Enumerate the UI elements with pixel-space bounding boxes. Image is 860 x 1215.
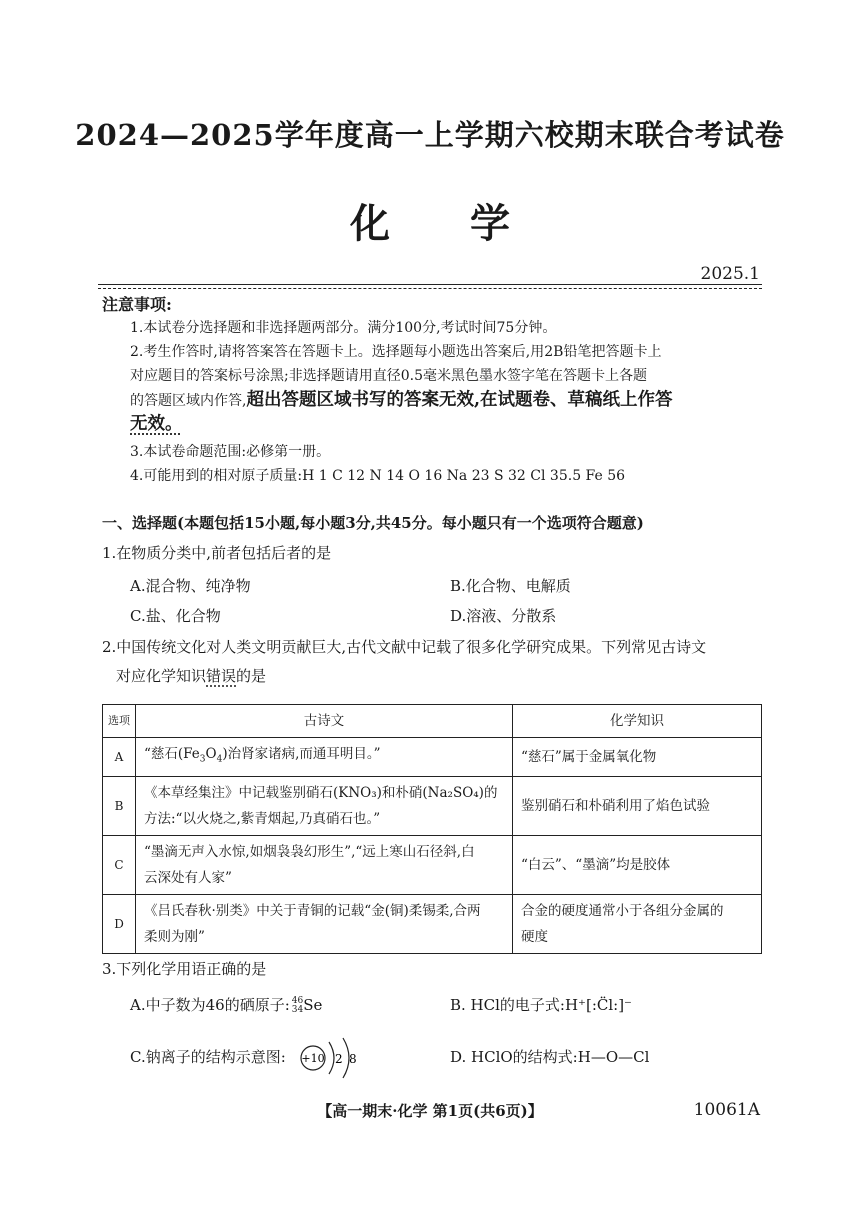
subject-title — [0, 192, 860, 249]
question-1-option-c: C.盐、化合物 — [130, 607, 221, 625]
electron-shell-1 — [329, 1042, 334, 1074]
question-2-stem-part: 对应化学知识 — [116, 667, 207, 685]
isotope-notation — [292, 997, 303, 1015]
knowledge-line: 硬度 — [521, 928, 548, 945]
poem-line: 《吕氏春秋·别类》中关于青铜的记载“金(铜)柔锡柔,合两 — [144, 902, 481, 919]
subject-char-1: 化 — [350, 200, 390, 247]
notice-heading: 注意事项: — [102, 295, 172, 314]
subject-char-2: 学 — [470, 200, 510, 247]
table-row-knowledge: “慈石”属于金属氧化物 — [513, 738, 762, 777]
notice-item-2-warning: 超出答题区域书写的答案无效,在试题卷、草稿纸上作答 — [246, 390, 673, 410]
option-a-text: A.中子数为46的硒原子: — [130, 996, 290, 1014]
question-3-option-b: B. HCl的电子式:H⁺[:C̈l:]⁻ — [450, 996, 632, 1014]
table-header-poem: 古诗文 — [136, 705, 513, 738]
notice-item-2-warning-end: 无效。 — [130, 414, 183, 434]
table-row-key: B — [103, 776, 136, 835]
mass-number: 46 — [291, 996, 304, 1006]
table-row-poem — [136, 738, 513, 777]
table-header-option: 选项 — [103, 705, 136, 738]
question-1-option-d: D.溶液、分散系 — [450, 607, 557, 625]
table-row-knowledge: 鉴别硝石和朴硝利用了焰色试验 — [513, 776, 762, 835]
question-2-stem-line-1: 2.中国传统文化对人类文明贡献巨大,古代文献中记载了很多化学研究成果。下列常见古诗文 — [102, 638, 707, 656]
subscript: 4 — [216, 754, 223, 765]
question-3-option-d: D. HClO的结构式:H—O—Cl — [450, 1048, 650, 1066]
exam-code: 10061A — [693, 1100, 760, 1120]
poem-text: O — [205, 746, 217, 762]
exam-date: 2025.1 — [700, 264, 760, 284]
question-1-option-a: A.混合物、纯净物 — [130, 577, 251, 595]
shell-1-electrons: 2 — [335, 1052, 343, 1066]
question-3-stem: 3.下列化学用语正确的是 — [102, 960, 267, 978]
header-divider-dashed — [98, 288, 762, 289]
notice-item-1: 1.本试卷分选择题和非选择题两部分。满分100分,考试时间75分钟。 — [130, 320, 557, 336]
poem-line: 柔则为刚” — [144, 928, 205, 945]
table-row-knowledge — [513, 894, 762, 953]
poem-line: 方法:“以火烧之,紫青烟起,乃真硝石也。” — [144, 810, 381, 827]
section-heading: 一、选择题(本题包括15小题,每小题3分,共45分。每小题只有一个选项符合题意) — [102, 514, 644, 532]
notice-item-2-line-2: 对应题目的答案标号涂黑;非选择题请用直径0.5毫米黑色墨水签字笔在答题卡上各题 — [130, 368, 647, 384]
poem-line: “墨滴无声入水惊,如烟袅袅幻形生”,“远上寒山石径斜,白 — [144, 843, 475, 860]
poem-text: “慈石(Fe — [144, 746, 200, 762]
subscript: 3 — [199, 754, 206, 765]
atomic-number: 34 — [291, 1005, 304, 1015]
exam-title: 2024—2025学年度高一上学期六校期末联合考试卷 — [75, 118, 785, 152]
question-2-stem-line-2 — [116, 663, 776, 689]
element-symbol: Se — [303, 996, 323, 1014]
table-row-key: C — [103, 835, 136, 894]
sodium-ion-structure-diagram — [297, 1035, 367, 1081]
question-3-option-a — [130, 994, 322, 1015]
notice-item-2-line-4 — [130, 412, 762, 437]
table-row-poem — [136, 894, 513, 953]
table-header-knowledge: 化学知识 — [513, 705, 762, 738]
table-row — [103, 835, 762, 894]
table-row — [103, 894, 762, 953]
question-1-stem: 1.在物质分类中,前者包括后者的是 — [102, 544, 332, 562]
table-row-knowledge: “白云”、“墨滴”均是胶体 — [513, 835, 762, 894]
question-3-option-c: C.钠离子的结构示意图: — [130, 1048, 286, 1066]
nucleus-charge: +10 — [301, 1052, 325, 1065]
question-2-stem-emphasis: 错误 — [206, 667, 237, 685]
header-divider — [98, 284, 762, 285]
table-row-key: A — [103, 738, 136, 777]
table-row-key: D — [103, 894, 136, 953]
table-row — [103, 776, 762, 835]
table-row-poem — [136, 835, 513, 894]
poem-line: 云深处有人家” — [144, 869, 232, 886]
poem-text: )治肾家诸病,而通耳明目。” — [222, 746, 381, 762]
notice-item-4: 4.可能用到的相对原子质量:H 1 C 12 N 14 O 16 Na 23 S 32 Cl 35.5 Fe 56 — [130, 468, 626, 484]
notice-item-2-line-1: 2.考生作答时,请将答案答在答题卡上。选择题每小题选出答案后,用2B铅笔把答题卡上 — [130, 344, 662, 360]
notice-item-3: 3.本试卷命题范围:必修第一册。 — [130, 444, 331, 460]
question-1-option-b: B.化合物、电解质 — [450, 577, 571, 595]
page-footer: 【高一期末·化学 第1页(共6页)】 — [317, 1102, 543, 1120]
poem-line: 《本草经集注》中记载鉴别硝石(KNO₃)和朴硝(Na₂SO₄)的 — [144, 784, 498, 801]
shell-2-electrons: 8 — [349, 1052, 357, 1066]
table-row-poem — [136, 776, 513, 835]
knowledge-line: 合金的硬度通常小于各组分金属的 — [521, 902, 724, 919]
table-row — [103, 738, 762, 777]
question-2-stem-end: 的是 — [236, 667, 267, 685]
notice-item-2-text: 的答题区域内作答, — [130, 393, 247, 409]
question-2-table — [102, 704, 762, 954]
table-header-row — [103, 705, 762, 738]
notice-item-2-line-3 — [130, 388, 762, 413]
